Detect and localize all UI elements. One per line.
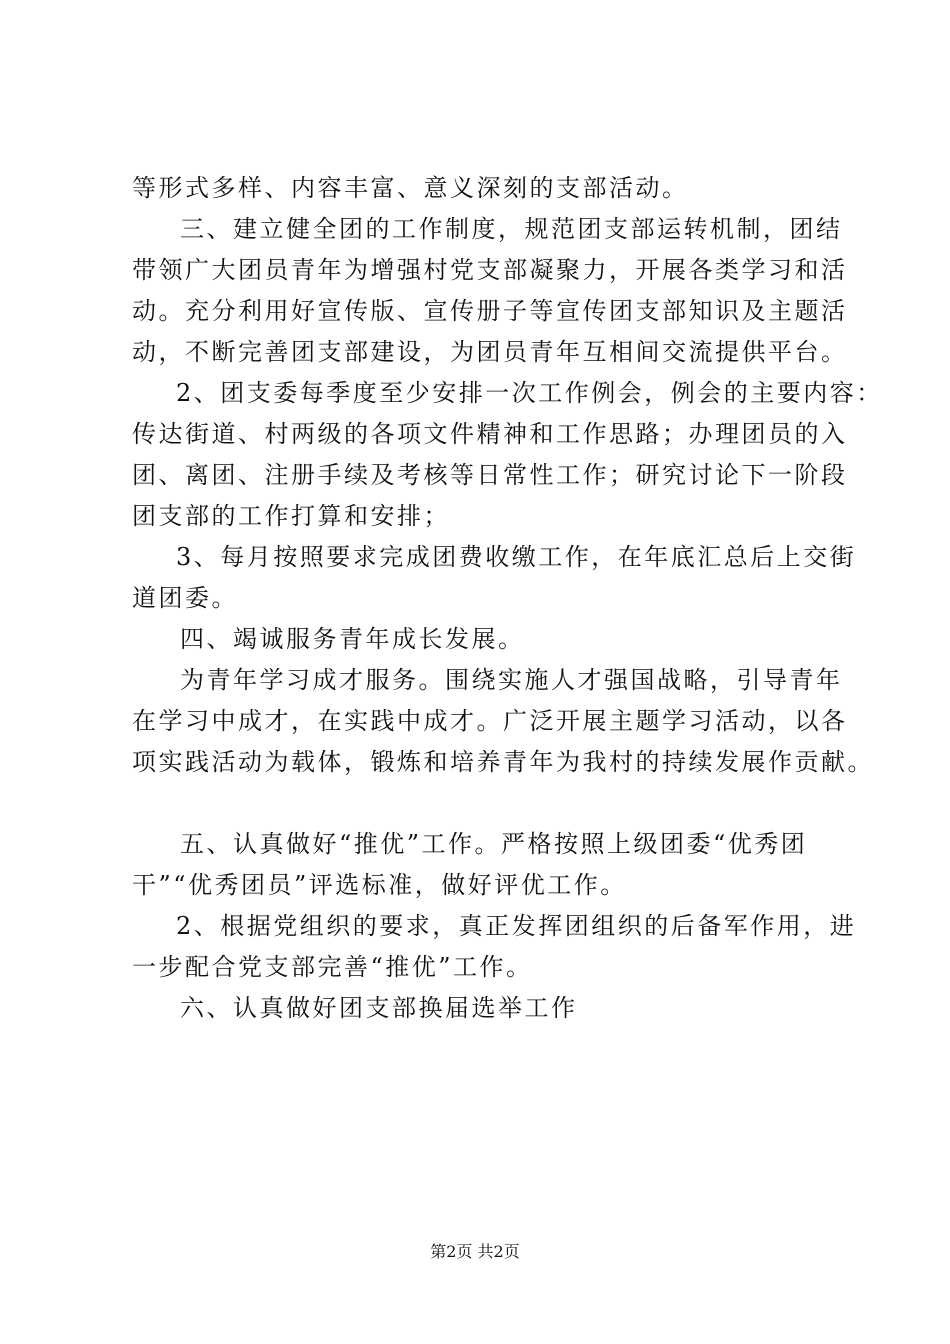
text-line: 在学习中成才，在实践中成才。广泛开展主题学习活动，以各 [132,707,848,735]
text-line: 团、离团、注册手续及考核等日常性工作；研究讨论下一阶段 [132,461,848,489]
text-line: 2、团支委每季度至少安排一次工作例会，例会的主要内容： [176,379,883,407]
text-line: 传达街道、村两级的各项文件精神和工作思路；办理团员的入 [132,420,848,448]
text-line: 三、建立健全团的工作制度，规范团支部运转机制，团结 [180,215,843,243]
text-line: 五、认真做好“推优”工作。严格按照上级团委“优秀团 [180,830,808,858]
text-line: 道团委。 [132,584,238,612]
text-line: 团支部的工作打算和安排； [132,502,450,530]
page-footer: 第2页 共2页 [430,1242,520,1261]
text-line: 为青年学习成才服务。围绕实施人才强国战略，引导青年 [180,666,843,694]
text-line: 项实践活动为载体，锻炼和培养青年为我村的持续发展作贡献。 [132,748,874,776]
text-line: 2、根据党组织的要求，真正发挥团组织的后备军作用，进 [176,912,857,940]
text-line: 等形式多样、内容丰富、意义深刻的支部活动。 [132,174,689,202]
text-line: 动。充分利用好宣传版、宣传册子等宣传团支部知识及主题活 [132,297,848,325]
text-line: 四、竭诚服务青年成长发展。 [180,625,525,653]
text-line: 干”“优秀团员”评选标准，做好评优工作。 [132,871,627,899]
text-line: 动，不断完善团支部建设，为团员青年互相间交流提供平台。 [132,338,848,366]
text-line: 带领广大团员青年为增强村党支部凝聚力，开展各类学习和活 [132,256,848,284]
text-line: 3、每月按照要求完成团费收缴工作，在年底汇总后上交街 [176,543,857,571]
text-line: 一步配合党支部完善“推优”工作。 [132,953,533,981]
text-line: 六、认真做好团支部换届选举工作 [180,994,578,1022]
